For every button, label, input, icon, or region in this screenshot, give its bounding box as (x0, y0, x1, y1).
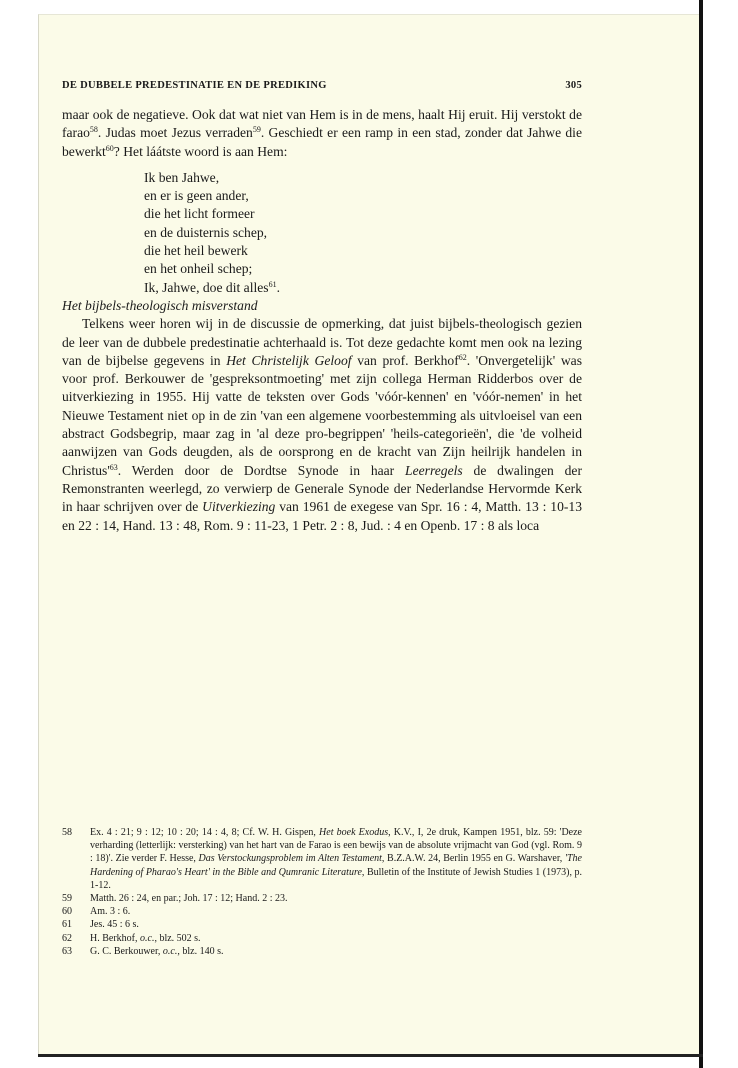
footnote-number: 62 (62, 932, 72, 944)
footnote (62, 905, 582, 918)
paragraph-2 (62, 315, 582, 535)
footnote-ref: 60 (105, 143, 114, 153)
cited-title: o.c. (140, 932, 155, 944)
book-title: Leerregels (405, 462, 463, 478)
footnote (62, 932, 582, 945)
running-title: DE DUBBELE PREDESTINATIE EN DE PREDIKING (62, 80, 327, 91)
page-edge-bottom (38, 1054, 703, 1057)
cited-title: o.c. (162, 945, 178, 957)
footnote-text (90, 932, 582, 945)
footnote-ref: 61 (268, 279, 277, 289)
footnote-number: 58 (62, 827, 72, 838)
book-title: Uitverkiezing (202, 499, 276, 515)
text-run: Ex. 4 : 21; 9 : 12; 10 : 20; 14 : 4, 8; Cf. W. H. Gispen, (90, 827, 320, 838)
text-run: de dwalingen der Remonstranten weerlegd, zo verwierp de Generale Synode der Nederlandse Hervormde Kerk in haar schrijven over de (62, 462, 582, 515)
text-run: maar ook de negatieve. Ook dat wat niet van Hem is in de mens, haalt Hij eruit. Hij verstokt de farao (62, 107, 582, 141)
footnotes (62, 826, 582, 958)
text-run: Ik, Jahwe, doe dit alles (144, 279, 269, 295)
text-run: van 1961 de exegese van Spr. 16 : 4, Matth. 13 : 10-13 en 22 : 14, Hand. 13 : 48, Rom. 9 : 11-23, 1 Petr. 2 : 8, Jud. : 4 en Openb. 17 : 8 als loca (62, 499, 582, 533)
footnote-ref: 59 (252, 125, 261, 135)
poem-line: en het onheil schep; (144, 261, 253, 277)
text-run: . Judas moet Jezus verraden (97, 125, 253, 141)
poem-line: en er is geen ander, (144, 188, 249, 204)
poem-line: en de duisternis schep, (144, 224, 268, 240)
body-text (62, 106, 582, 535)
poem-line-last: Ik, Jahwe, doe dit alles$^{61}$. (144, 279, 280, 295)
poem-line: die het heil bewerk (144, 243, 248, 259)
footnote-number: 61 (62, 919, 72, 931)
text-run: . Werden door de Dordtse Synode in haar (117, 462, 406, 478)
text-run: H. Berkhof, (90, 932, 140, 944)
paragraph-1 (62, 106, 582, 161)
text-run: ? Het láátste woord is aan Hem: (113, 143, 288, 159)
text-run: G. C. Berkouwer, (90, 945, 163, 957)
footnote-text: Matth. 26 : 24, en par.; Joh. 17 : 12; Hand. 2 : 23. (90, 893, 288, 905)
footnote (62, 918, 582, 931)
footnote-text: Am. 3 : 6. (90, 906, 131, 918)
text-run: Telkens weer horen wij in de discussie de opmerking, dat juist bijbels-theologisch gezien de leer van de dubbele predestinatie achterhaald is. Tot deze gedachte komt men ook na lezing van de bijbelse gegevens in (62, 316, 582, 368)
page-number: 305 (565, 80, 582, 91)
cited-title: 'The Hardening of Pharao's Heart' in the Bible and Qumranic Literature (90, 853, 582, 878)
footnote (62, 826, 582, 892)
footnote (62, 892, 582, 905)
poem-line: die het licht formeer (144, 206, 255, 222)
footnote-number: 63 (62, 945, 72, 957)
text-run: , blz. 502 s. (154, 932, 201, 944)
footnote-ref: 58 (89, 125, 98, 135)
running-header (62, 80, 582, 91)
text-run: , blz. 140 s. (177, 945, 224, 957)
footnote-text (90, 945, 582, 958)
footnote-number: 59 (62, 893, 72, 905)
section-title: Het bijbels-theologisch misverstand (62, 297, 258, 313)
poem-line: Ik ben Jahwe, (144, 169, 220, 185)
book-title: Het Christelijk Geloof (226, 352, 352, 368)
poem-quote (144, 169, 582, 297)
footnote-text (90, 826, 582, 892)
footnote (62, 945, 582, 958)
footnote-ref: 63 (109, 462, 118, 472)
text-run: , Bulletin of the Institute of Jewish Studies 1 (1973), p. 1-12. (90, 866, 583, 891)
text-run: , K.V., I, 2e druk, Kampen 1951, blz. 59: 'Deze verharding (letterlijk: versterking) van het hart van de Farao is een bewijs van de absolute vrijmacht van God (vgl. Rom. 9 : 18)'. Zie verder F. Hesse, (90, 827, 582, 865)
footnote-ref: 62 (458, 352, 467, 362)
footnote-number: 60 (62, 906, 72, 918)
text-run: . Geschiedt er een ramp in een stad, zonder dat Jahwe die bewerkt (62, 125, 582, 159)
text-run: , B.Z.A.W. 24, Berlin 1955 en G. Warshaver, (381, 853, 565, 865)
footnote-text: Jes. 45 : 6 s. (90, 919, 139, 931)
cited-title: Das Verstockungsproblem im Alten Testament (198, 853, 382, 865)
cited-title: Het boek Exodus (319, 827, 389, 838)
text-run: . 'Onvergetelijk' was voor prof. Berkouwer de 'gespreksontmoeting' met zijn collega Herman Ridderbos over de uitverkiezing in 1955. Hij vatte de teksten over Gods 'vóór-kennen' en 'vóór-nemen' in het Nieuwe Testament niet op in de zin 'van een algemene voorbestemming als uitvloeisel van een abstract Godsbegrip, maar zag in 'al deze pro-begrippen' 'heils-categorieën', die 'de volheid aanwijzen van Gods deugden, als de oorsprong en de kracht van Zijn heilrijk handelen in Christus' (62, 352, 582, 478)
text-run: van prof. Berkhof (351, 352, 459, 368)
page-edge-right (699, 0, 703, 1068)
